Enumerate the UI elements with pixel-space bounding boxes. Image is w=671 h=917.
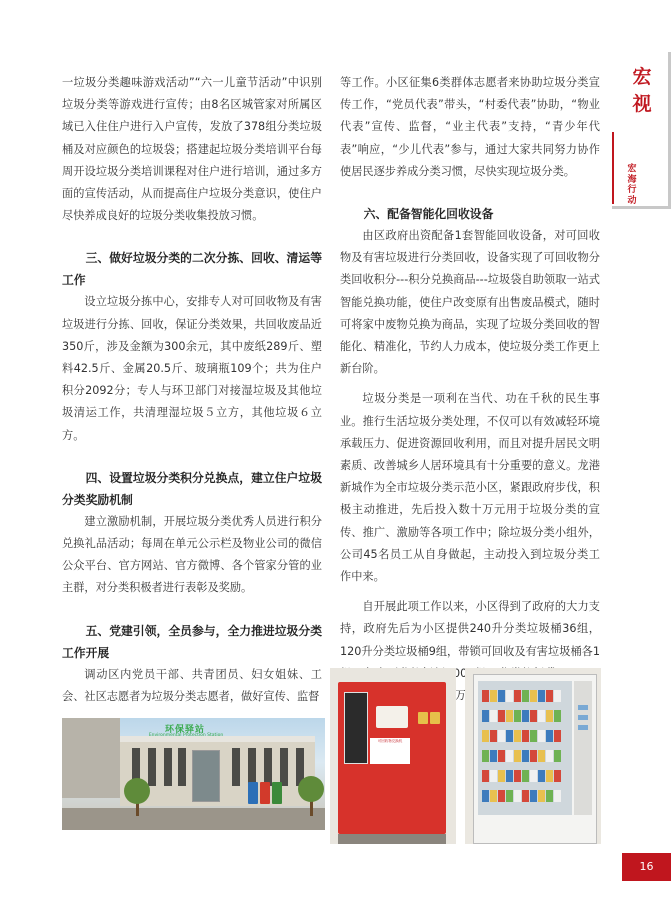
building-window — [248, 748, 256, 786]
vending-button — [578, 715, 588, 720]
vending-shelf — [482, 767, 568, 781]
ground — [62, 808, 325, 830]
continued-paragraph: 等工作。小区征集6类群体志愿者来协助垃圾分类宣传工作，“党员代表”带头，“村委代表”协助，“物业代表”宣传、监督，“业主代表”支持，“青少年代表”响应，“少儿代表”参与，通过大家共同努力协作使居民逐步养成分类习惯，尽快实现垃圾分类。 — [340, 76, 600, 178]
station-photo — [62, 718, 325, 830]
machine-panel — [376, 706, 408, 728]
sidebar-subtitle: 宏海行动 — [627, 164, 637, 206]
building-window — [280, 748, 288, 786]
vending-machine — [473, 674, 597, 844]
vending-shelf — [482, 707, 568, 721]
building-left-wall — [62, 718, 120, 798]
station-sign: 环保驿站 — [164, 725, 205, 735]
section-5-body: 调动区内党员干部、共青团员、妇女姐妹、工会、社区志愿者为垃圾分类志愿者，做好宣传、监督 — [62, 667, 322, 703]
building-door — [192, 750, 220, 802]
right-column — [340, 72, 600, 707]
vending-button — [578, 705, 588, 710]
machine-label: 可回收物兑换机 — [370, 738, 410, 764]
section-6-body: 由区政府出资配备1套智能回收设备，对可回收物及有害垃圾进行分类回收，设备实现了可回收物分类回收积分---积分兑换商品---垃圾袋自助领取一站式智能兑换功能，使住户改变原有出售废品模式，随时可将家中废物兑换为商品，实现了垃圾分类回收的智能化、精准化，节约人力成本，使垃圾分类工作更上新台阶。 — [340, 229, 600, 376]
recycle-bin — [248, 782, 258, 804]
section-4-heading: 四、设置垃圾分类积分兑换点，建立住户垃圾分类奖励机制 — [62, 470, 322, 507]
vending-control-panel — [574, 681, 592, 815]
section-4-body: 建立激励机制，开展垃圾分类优秀人员进行积分兑换礼品活动；每周在单元公示栏及物业公司的微信公众平台、官方网站、官方微博、各个管家分管的业主群，对分类积极者进行表彰及奖励。 — [62, 514, 322, 595]
intro-paragraph: 一垃圾分类趣味游戏活动”“六一儿童节活动”中识别垃圾分类等游戏进行宣传；由8名区城管家对所属区域已入住住户进行入户宣传，发放了378组分类垃圾桶及对应颜色的垃圾袋；搭建起垃圾分类培训平台每周开设垃圾分类培训课程对住户进行培训，通过多方面的宣传活动，从而提高住户垃圾分类意识，使住户尽快养成良好的垃圾分类收集投放习惯。 — [62, 76, 322, 223]
vending-shelf — [482, 687, 568, 701]
recycling-machine — [338, 682, 446, 834]
machine-slot — [430, 712, 440, 724]
kitchen-waste-bin — [272, 782, 282, 804]
vending-shelf — [482, 727, 568, 741]
vending-button — [578, 725, 588, 730]
building-window — [164, 748, 172, 786]
tree — [298, 776, 324, 802]
machine-screen — [344, 692, 368, 764]
exchange-machine-photo — [465, 668, 601, 844]
page-number: 16 — [622, 853, 671, 881]
building-window — [178, 748, 186, 786]
section-6-heading: 六、配备智能化回收设备 — [363, 207, 494, 222]
building-window — [232, 748, 240, 786]
vending-glass — [478, 681, 572, 815]
building-window — [264, 748, 272, 786]
section-3-body: 设立垃圾分拣中心，安排专人对可回收物及有害垃圾进行分拣、回收，保证分类效果，共回收废品近350斤，涉及金额为300余元，其中废纸289斤、塑料42.5斤、金属20.5斤、玻璃瓶109个；共为住户积分2092分；专人与环卫部门对接湿垃圾及其他垃圾清运工作，共清理湿垃圾５立方，其他垃圾６立方。 — [62, 295, 322, 442]
tree — [124, 778, 150, 804]
hazard-bin — [260, 782, 270, 804]
conclusion-paragraph: 垃圾分类是一项利在当代、功在千秋的民生事业。推行生活垃圾分类处理，不仅可以有效减轻环境承载压力、促进资源回收利用，而且对提升居民文明素质、改善城乡人居环境具有十分重要的意义。龙港新城作为全市垃圾分类示范小区，紧跟政府步伐，积极主动推进，先后投入数十万元用于垃圾分类的宣传、推广、激励等各项工作中；除垃圾分类小组外，公司45名员工从自身做起，主动投入到垃圾分类工作中来。 — [340, 392, 600, 584]
vending-shelf — [482, 747, 568, 761]
sidebar-title: 宏视 — [632, 66, 652, 115]
section-5-heading: 五、党建引领，全员参与，全力推进垃圾分类工作开展 — [62, 623, 322, 660]
machine-base — [338, 834, 446, 844]
section-3-heading: 三、做好垃圾分类的二次分拣、回收、清运等工作 — [62, 251, 322, 288]
recycling-machine-photo — [330, 668, 456, 844]
machine-slot — [418, 712, 428, 724]
vending-shelf — [482, 787, 568, 801]
support-paragraph: 自开展此项工作以来，小区得到了政府的大力支持，政府先后为小区提供240升分类垃圾桶36组，120升分类垃圾桶9组，带锁可回收及有害垃圾桶各1 1000 5万 — [340, 600, 600, 703]
sidebar-red-line — [612, 132, 614, 204]
left-column — [62, 72, 322, 708]
building-window — [148, 748, 156, 786]
